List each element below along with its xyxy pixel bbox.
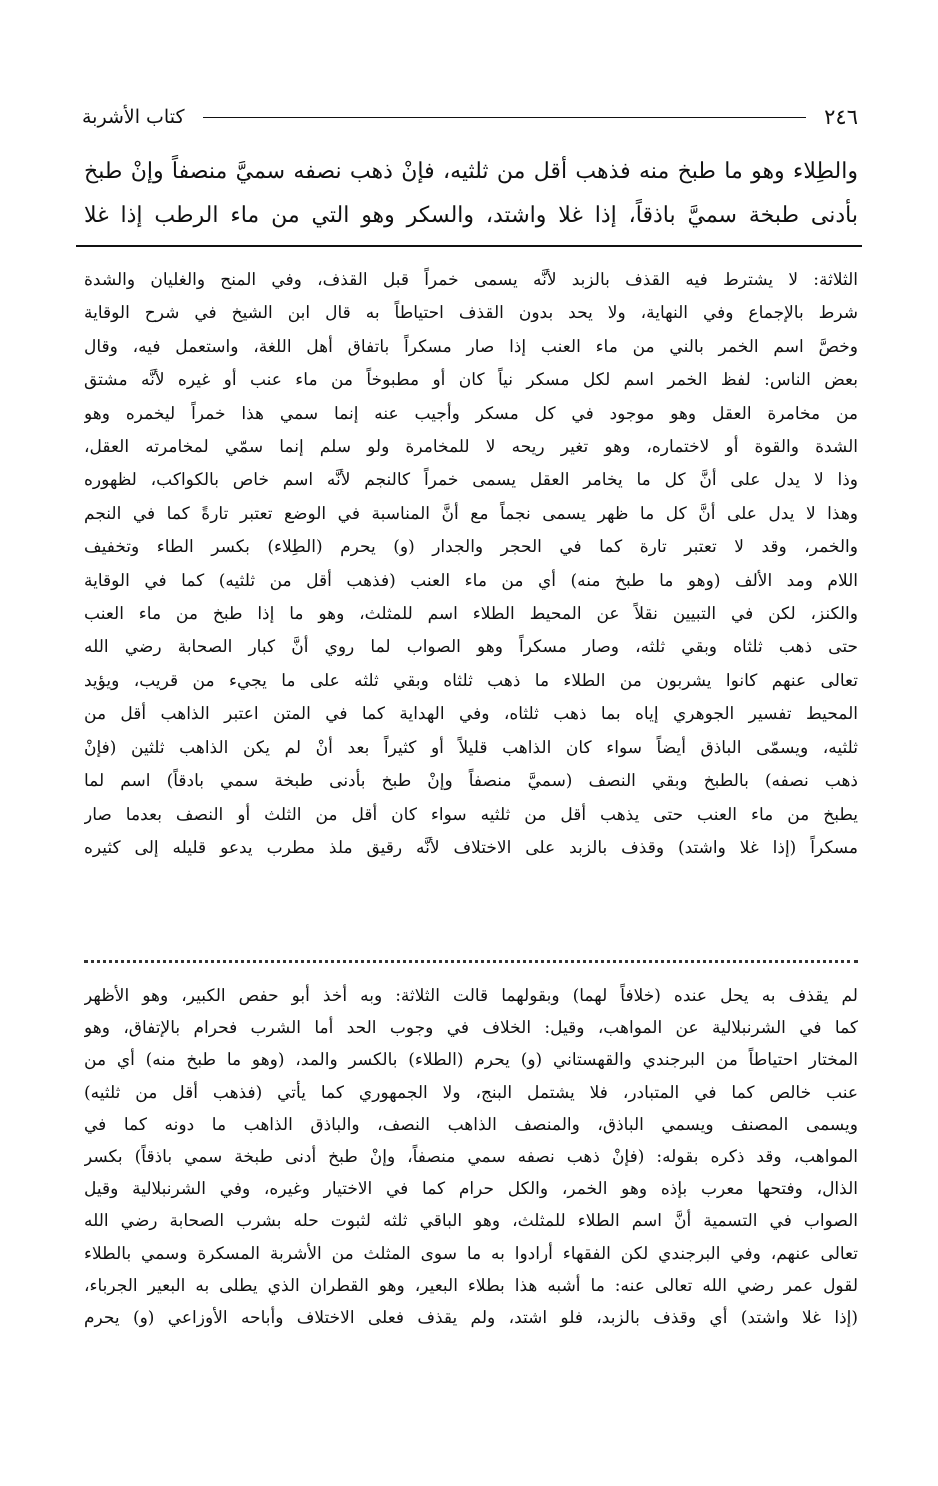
hashiya-line: عنب خالص كما في المتبادر، فلا يشتمل البنج، ولا الجمهوري كما يأتي (فذهب أقل من ثلثيه)	[84, 1082, 858, 1103]
sharh-line: الشدة والقوة أو لاختماره، وهو تغير ريحه لا للمخامرة ولو سلم إنما سمّي لمخامرته العقل،	[84, 437, 858, 458]
sharh-line: ثلثيه، ويسمّى الباذق أيضاً سواء كان الذاهب قليلاً أو كثيراً بعد أنْ لم يكن الذاهب ثلثين (فإنْ	[84, 737, 858, 758]
sharh-line: ذهب نصفه) بالطبخ وبقي النصف (سميَّ منصفاً وإنْ طبخ بأدنى طبخة سمي بادقاً) اسم لما	[84, 771, 858, 792]
hashiya-line: تعالى عنهم، وفي البرجندي لكن الفقهاء أرادوا به ما سوى المثلث من الأشربة المسكرة وسمي بالطلاء	[84, 1243, 858, 1264]
footnote-divider	[84, 960, 858, 963]
hashiya-line: (إذا غلا واشتد) أي وقذف بالزبد، فلو اشتد، ولم يقذف فعلى الاختلاف وأباحه الأوزاعي (و) يحرم	[84, 1308, 858, 1329]
hashiya-line: كما في الشرنبلالية عن المواهب، وقيل: الخلاف في وجوب الحد أما الشرب فحرام بالإتفاق، وهو	[84, 1018, 858, 1039]
sharh-line: والكنز، لكن في التبيين نقلاً عن المحيط الطلاء اسم للمثلث، وهو ما إذا طبخ من ماء العنب	[84, 604, 858, 625]
sharh-line: يطبخ من ماء العنب حتى يذهب أقل من ثلثيه سواء كان أقل من الثلث أو النصف بعدما صار	[84, 804, 858, 825]
sharh-line: من مخامرة العقل وهو موجود في كل مسكر وأجيب عنه إنما سمي هذا خمراً ليخمره وهو	[84, 403, 858, 424]
sharh-line: الثلاثة: لا يشترط فيه القذف بالزبد لأنَّه يسمى خمراً قبل القذف، وفي المنح والغليان والشدة	[84, 270, 858, 290]
page-number: ٢٤٦	[824, 105, 858, 129]
sharh-line: بعض الناس: لفظ الخمر اسم لكل مسكر نياً كان أو مطبوخاً من ماء عنب أو غيره لأنَّه مشتق	[84, 370, 858, 391]
header-rule	[203, 117, 807, 118]
hashiya-text	[84, 980, 858, 1334]
hashiya-line: الذال، وفتحها معرب بإذه وهو الخمر، والكل حرام كما في الاختيار وغيره، وفي الشرنبلالية وقيل	[84, 1179, 858, 1200]
book-title: كتاب الأشربة	[82, 106, 185, 128]
sharh-line: اللام ومد الألف (وهو ما طبخ منه) أي من ماء العنب (فذهب أقل من ثلثيه) كما في الوقاية	[84, 570, 858, 591]
sharh-line: المحيط تفسير الجوهري إياه بما ذهب ثلثاه، وفي الهداية كما في المتن اعتبر الذاهب أقل من	[84, 704, 858, 725]
hashiya-line: لم يقذف به يحل عنده (خلافاً لهما) وبقولهما قالت الثلاثة: وبه أخذ أبو حفص الكبير، وهو الأظهر	[84, 986, 858, 1006]
hashiya-line: ويسمى المصنف ويسمي الباذق، والمنصف الذاهب النصف، والباذق الذاهب ما دونه كما في	[84, 1114, 858, 1135]
sharh-line: وخصَّ اسم الخمر بالني من ماء العنب إذا صار مسكراً باتفاق أهل اللغة، واستعمل فيه، وقال	[84, 336, 858, 357]
matn-line: والطِلاء وهو ما طبخ منه فذهب أقل من ثلثيه، فإنْ ذهب نصفه سميَّ منصفاً وإنْ طبخ	[84, 159, 858, 184]
hashiya-line: الصواب في التسمية أنَّ اسم الطلاء للمثلث، وهو الباقي ثلثه لثبوت حله بشرب الصحابة رضي الله	[84, 1211, 858, 1232]
sharh-line: وذا لا يدل على أنَّ كل ما يخامر العقل يسمى خمراً كالنجم لأنَّه اسم خاص بالكواكب، لظهوره	[84, 470, 858, 491]
sharh-line: شرط بالإجماع وفي النهاية، ولا يحد بدون القذف احتياطاً به قال ابن الشيخ في شرح الوقاية	[84, 303, 858, 324]
matn-text	[84, 150, 858, 238]
sharh-text	[84, 264, 858, 865]
sharh-line: وهذا لا يدل على أنَّ كل ما ظهر يسمى نجماً مع أنَّ المناسبة في الوضع تعتبر تارةً كما في النجم	[84, 503, 858, 524]
running-header	[82, 100, 858, 134]
sharh-line: حتى ذهب ثلثاه وبقي ثلثه، وصار مسكراً وهو الصواب لما روي أنَّ كبار الصحابة رضي الله	[84, 637, 858, 658]
hashiya-line: لقول عمر رضي الله تعالى عنه: ما أشبه هذا بطلاء البعير، وهو القطران الذي يطلى به البعير الجرباء،	[84, 1275, 858, 1296]
hashiya-line: المواهب، وقد ذكره بقوله: (فإنْ ذهب نصفه سمي منصفاً، وإنْ طبخ أدنى طبخة سمي باذقاً) بكسر	[84, 1147, 858, 1168]
sharh-line: مسكراً (إذا غلا واشتد) وقذف بالزبد على الاختلاف لأنَّه رقيق ملذ مطرب يدعو قليله إلى كثيره	[84, 837, 858, 858]
matn-divider	[76, 245, 862, 247]
sharh-line: تعالى عنهم كانوا يشربون من الطلاء ما ذهب ثلثاه وبقي ثلثه على ما يجيء من قريب، ويؤيد	[84, 670, 858, 691]
matn-line: بأدنى طبخة سميَّ باذقاً، إذا غلا واشتد، والسكر وهو التي من ماء الرطب إذا غلا	[84, 203, 858, 228]
sharh-line: والخمر، وقد لا تعتبر تارة كما في الحجر والجدار (و) يحرم (الطِلاء) بكسر الطاء وتخفيف	[84, 537, 858, 558]
hashiya-line: المختار احتياطاً من البرجندي والقهستاني (و) يحرم (الطلاء) بالكسر والمد، (وهو ما طبخ منه) أي من	[84, 1050, 858, 1071]
